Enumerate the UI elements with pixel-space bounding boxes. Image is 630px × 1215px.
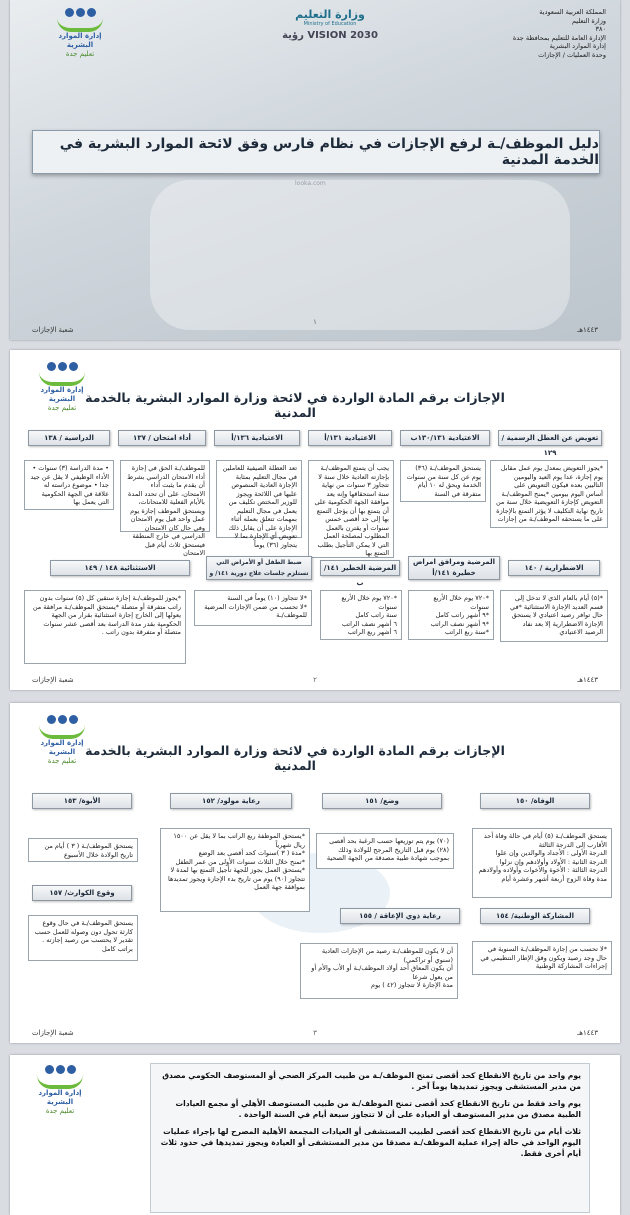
header-sick-leave: المرضية ومرافق امراض خطيرة ١٤١/أ [408, 556, 500, 580]
green-arc-icon [37, 1075, 83, 1089]
body-regular-136: تعد العطلة الصيفية للعاملين في مجال التعليم بمثابة الإجازة العادية المنصوص عليها في اللائحة ويجوز للوزير المختص تكليف من يعمل في مجال التعليم بمهمات تتعلق بعمله أثناء الإجازة على أن يقابل ذلك تعويض أي الإجازة بما لا يتجاوز (٣٦) يوماً [216, 460, 302, 538]
header-regular-131: الاعتيادية ١٣١/أ [308, 430, 392, 446]
vision-2030-logo: رؤية VISION 2030 [282, 30, 378, 41]
year: ١٤٤٣هـ [577, 326, 598, 334]
moe-logo [280, 8, 380, 41]
cover-title-banner [32, 130, 600, 174]
header-exceptional-leave: الاستثنائية ١٤٨ / ١٤٩ [50, 560, 190, 576]
watermark-text: looka.com [295, 180, 326, 187]
hr-logo-sub: تعليم جدة [65, 50, 95, 58]
body-exam-leave: للموظف/ـة الحق في إجازة أداء الامتحان الدراسي بشرط أن يقدم ما يثبت أداء الامتحان، على أن تحدد المدة بالأيام الفعلية للامتحانات، ويستحق الموظف إجازة يوم عمل واحد قبل يوم الامتحان وفي حال كان الامتحان الدراسي في خارج المنطقة فيستحق ثلاث أيام قبل الامتحان [120, 460, 210, 532]
body-regular-130: يستحق الموظف/ـة (٣٦) يوم عن كل سنة من سنوات الخدمة ويحق له ١٠ أيام متفرقة في السنة [400, 460, 486, 502]
hr-logo [30, 1065, 90, 1116]
body-paternity-leave: يستحق الموظف/ـة ( ٣ ) أيام من تاريخ الولادة خلال الأسبوع [28, 838, 138, 862]
year: ١٤٤٣هـ [577, 676, 598, 684]
people-icon [30, 1065, 90, 1074]
rule-paragraph: يوم واحد فقط من تاريخ الانقطاع كحد أقصى تمنح الموظف/ـة من طبيب المستوصف الأهلي أو مجمع العيادات الطبية مصدق من مدير المستوصف أو العيادة على أن لا تتجاوز سبعة أيام في السنة الواحدة . [175, 1099, 581, 1119]
header-holiday-compensation: تعويض عن العطل الرسمية / ١٢٩ [498, 430, 602, 446]
footer-label: شعبة الإجازات [32, 676, 74, 684]
header-disability-care: رعاية ذوي الإعاقة / ١٥٥ [340, 908, 460, 924]
body-death-leave: يستحق الموظف/ـة (٥) أيام في حالة وفاة أحد الأقارب إلى الدرجة الثالثة الدرجة الأولى : الأجداد والوالدين وإن علوا الدرجة الثانية : الأولاد وأولادهم وإن نزلوا الدرجة الثالثة : الأخوة والأخوات وأولاده وأولادهم مدة وفاة الزوج أربعة أشهر وعشرة أيام [472, 828, 612, 898]
body-exceptional-leave: *يجوز للموظف/ـة إجازة ستقين كل (٥) سنوات بدون راتب متفرقة أو متصلة *يستحق الموظف/ـة مرافقة من يعولها إلى الخارج إجازة استثنائية بقرار من الجهة الحكومية بقدر مدة الدراسة بعد أقصى عشر سنوات متصلة أو متفرقة بدون راتب . [24, 590, 186, 664]
green-arc-icon [39, 372, 85, 386]
slide-leaves-2 [10, 703, 620, 1043]
footer-label: شعبة الإجازات [32, 1029, 74, 1037]
hr-logo-sub: تعليم جدة [47, 404, 77, 412]
hr-logo-name: إدارة الموارد البشرية [38, 1089, 82, 1106]
body-national-participation: *لا تحسب من إجازة الموظف/ـة السنوية في حال وجد رصيد ويكون وفق الإطار التنظيمي في إجراءات المشاركة الوطنية [472, 941, 612, 975]
header-regular-136: الاعتيادية ١٣٦/أ [214, 430, 300, 446]
header-serious-sick-leave: المرضية الخطير ١٤١/ب [320, 560, 400, 576]
ministry-line: وحدة العمليات / الإجازات [538, 50, 606, 59]
ministry-line: وزارة التعليم [571, 16, 606, 25]
header-study-leave: الدراسية / ١٣٨ [28, 430, 110, 446]
people-icon [32, 715, 92, 724]
ministry-line: إدارة الموارد البشرية [549, 42, 606, 50]
people-icon [50, 8, 110, 17]
hr-logo [50, 8, 110, 59]
header-paternity-leave: الأبوة/ ١٥٣ [32, 793, 132, 809]
slide-title: الإجازات برقم المادة الواردة في لائحة وزارة الموارد البشرية بالخدمة المدنية [85, 743, 505, 773]
ministry-line: المملكة العربية السعودية [539, 8, 606, 16]
hr-logo-name: إدارة الموارد البشرية [40, 739, 84, 756]
header-national-participation: المشاركة الوطنية/ ١٥٤ [480, 908, 590, 924]
slide-title: الإجازات برقم المادة الواردة في لائحة وزارة الموارد البشرية بالخدمة المدنية [85, 390, 505, 420]
ministry-line: الإدارة العامة للتعليم بمحافظة جدة [512, 33, 606, 42]
body-sick-leave: *٧٢٠ يوم خلال الأربع سنوات *٩ أشهر راتب كامل *٩ أشهر نصف الراتب *سنة ربع الراتب [408, 590, 494, 640]
header-disaster-leave: وقوع الكوارث/ ١٥٧ [32, 885, 132, 901]
body-disability-care: أن لا يكون للموظف/ـة رصيد من الإجازات العادية (سنوي أو تراكمي) أن يكون المعاق أحد أولاد الموظف/ـة أو الأب والأم أو من يعول شرعا مدة الإجازة لا تتجاوز (٤٢ ) يوم [300, 943, 458, 999]
hr-logo-sub: تعليم جدة [47, 757, 77, 765]
moe-logo-text: وزارة التعليم [295, 8, 365, 21]
body-disaster-leave: يستحق الموظف/ـة في حال وقوع كارثة تحول دون وصوله للعمل حسب تقدير لا يحتسب من رصيد إجازته . براتب كامل [28, 915, 138, 961]
header-maternity-leave: وضع/ ١٥١ [322, 793, 442, 809]
header-child-care: ضبط الطفل أو الأمراض التي تستلزم جلسات علاج دورية ١٤١/ و [206, 556, 312, 580]
moe-logo-text-en: Ministry of Education [303, 21, 357, 27]
header-death-leave: الوفاة/ ١٥٠ [480, 793, 590, 809]
body-holiday-compensation: *يجوز التعويض بمعدل يوم عمل مقابل يوم إجازة، عدا يوم العيد واليومين التاليين بعده فيكون التعويض على أساس اليوم بيومين *يمنح الموظف/ـة التعويض كإجازة التعويضية خلال سنة من تاريخ نهاية التكليف لا يؤثر التمتع بالإجازة على ما يستحقه الموظف/ـة من إجازات [490, 460, 608, 528]
ministry-line: ٣٨٠ [595, 25, 606, 33]
body-serious-sick-leave: *٧٢٠ يوم خلال الأربع سنوات سنة راتب كامل ٦ أشهر نصف الراتب ٦ أشهر ربع الراتب [320, 590, 402, 640]
header-regular-130: الاعتيادية ١٣٠/١٣١ب [400, 430, 490, 446]
cover-title: دليل الموظف/ـة لرفع الإجازات في نظام فارس وفق لائحة الموارد البشرية في الخدمة المدنية [59, 136, 599, 168]
page-number: ٣ [313, 1029, 317, 1037]
header-exam-leave: أداء امتحان / ١٣٧ [118, 430, 206, 446]
slide-leaves-1 [10, 350, 620, 690]
footer-label: شعبة الإجازات [32, 326, 74, 334]
body-study-leave: • مدة الدراسة (٣) سنوات • الأداء الوظيفي لا يقل عن جيد جدا • موضوع دراسته له علاقة في الجهة الحكومية التي يعمل بها [24, 460, 114, 510]
year: ١٤٤٣هـ [577, 1029, 598, 1037]
green-arc-icon [57, 18, 103, 32]
body-child-care: *لا تتجاوز (١٠) يوماً في السنة *لا تحسب من ضمن الإجازات المرضية للموظف/ـة [194, 590, 312, 626]
page-number: ٢ [313, 676, 317, 684]
header-emergency-leave: الاضطرارية / ١٤٠ [508, 560, 600, 576]
green-arc-icon [39, 725, 85, 739]
people-icon [32, 362, 92, 371]
hr-logo-name: إدارة الموارد البشرية [40, 386, 84, 403]
slide-cover [10, 0, 620, 340]
body-regular-131: يجب أن يتمتع الموظف/ـة بإجازته العادية خلال سنة لا تتجاوز ٣ سنوات من نهاية سنة استحقاقها وإنه يعد موافقة الجهة الحكومية على أن يتمتع بها أن يؤجل التمتع بها إلى حد أقصى خمس سنوات أو يقترن بالعمل المطلوب لمصلحة العمل التي لا يمكن التأجيل بطلب التمتع بها [308, 460, 394, 558]
hr-logo-name: إدارة الموارد البشرية [58, 32, 102, 49]
ministry-header [486, 8, 606, 59]
rule-paragraph: يوم واحد من تاريخ الانقطاع كحد أقصى تمنح الموظف/ـة من طبيب المركز الصحي أو المستوصف الحكومي مصدق من مدير المستشفى ويجوز تمديدها يوماً آخر . [162, 1071, 581, 1091]
slide-sick-leave-rules [10, 1055, 620, 1215]
background-keyboard-image [150, 180, 570, 330]
body-emergency-leave: *(٥) أيام بالعام الذي لا تدخل إلى قسم العديد الإجازة الاستثنائية *في حال توافر رصيد اعتيادي لا يستحق الإجازة الاضطرارية إلا بعد نفاد الرصيد الاعتيادي [500, 590, 608, 642]
page-number: ١ [313, 318, 317, 326]
body-maternity-leave: (٧٠) يوم يتم توزيعها حسب الرغبة بحد أقصى (٢٨) يوم قبل التاريخ المرجح للولادة وذلك بموجب شهادة طبية مصدقة من الجهة الصحية [316, 833, 454, 869]
body-newborn-care: *يستحق الموظفة ربع الراتب بما لا يقل عن ١٥٠٠ ريال شهرياً *مدة ( ٣ )سنوات كحد أقصى بعد الوضع *تمنح خلال الثلاث سنوات الأولى من عمر الطفل *يستحق العمل بجوز للجهة تأجيل التمتع بها لمدة لا تتجاوز (٩٠) يوم من تاريخ بدء الإجازة ويجوز تمديدها بموافقة جهة العمل [160, 828, 310, 912]
rule-paragraph: ثلاث أيام من تاريخ الانقطاع كحد أقصى لطبيب المستشفى أو العيادات المجمعة الأهلية المصرح لها بإجراء عمليات اليوم الواحد في حالة إجراء عملية الموظف/ـة مصدقا من مدير المستشفى أو العيادة ويجوز تمديدها في حدود ثلاث أيام أخرى فقط. [160, 1127, 581, 1158]
hr-logo-sub: تعليم جدة [45, 1107, 75, 1115]
header-newborn-care: رعاية مولود/ ١٥٢ [170, 793, 292, 809]
sick-leave-rules-box [150, 1063, 590, 1213]
